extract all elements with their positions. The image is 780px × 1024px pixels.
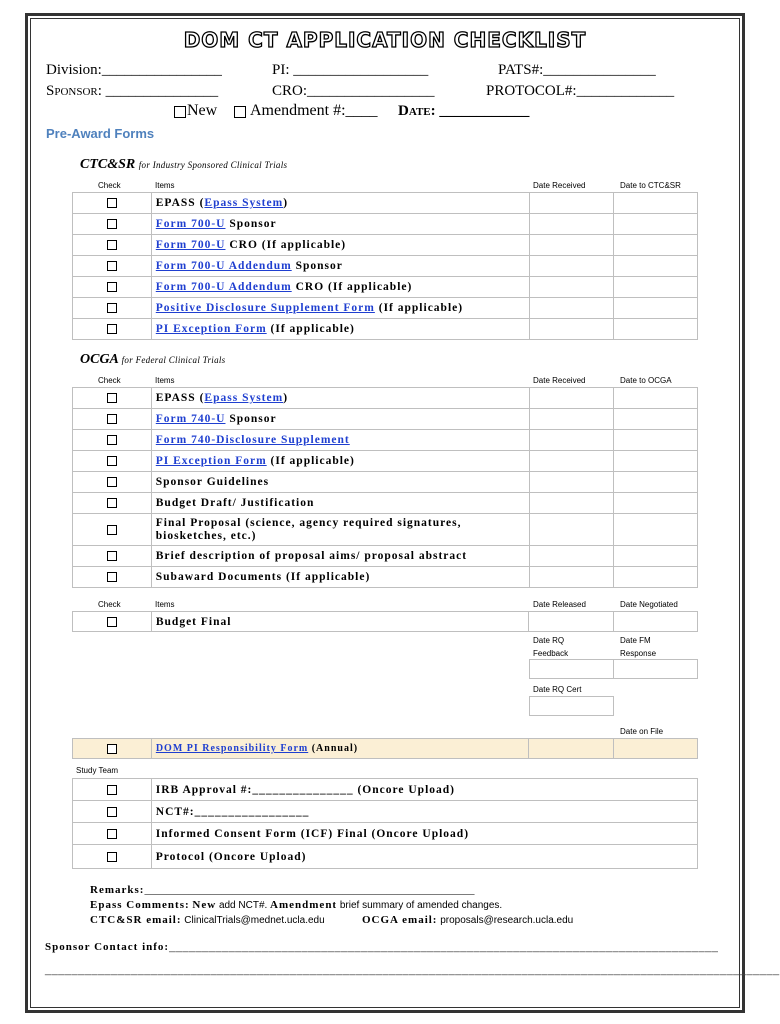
sponsor-contact-line[interactable]: _______________________________________________________________________________________________________________ — [45, 964, 780, 976]
irb-approval-field[interactable]: IRB Approval #:_______________ (Oncore Upload) — [151, 779, 697, 801]
date-received-cell[interactable] — [529, 214, 614, 235]
date-fm-response-label: Date FM Response — [620, 636, 657, 658]
date-received-cell[interactable] — [529, 430, 614, 451]
item-label: Brief description of proposal aims/ proposal abstract — [151, 546, 529, 567]
date-rq-feedback-label: Date RQ Feedback — [533, 636, 569, 658]
date-to-cell[interactable] — [614, 256, 698, 277]
date-fm-response-cell[interactable] — [614, 660, 698, 679]
table-row: PI Exception Form (If applicable) — [73, 319, 698, 340]
new-label: New — [187, 102, 218, 119]
item-label: Subaward Documents (If applicable) — [151, 567, 529, 588]
amendment-field[interactable]: Amendment #:____ — [250, 102, 378, 119]
positive-disclosure-link[interactable]: Positive Disclosure Supplement Form — [155, 302, 375, 314]
date-field[interactable]: Date: ____________ — [398, 103, 530, 119]
table-row — [73, 801, 698, 823]
date-to-cell[interactable] — [614, 409, 698, 430]
table-row — [73, 845, 698, 869]
item-checkbox[interactable] — [107, 240, 117, 250]
item-label: Informed Consent Form (ICF) Final (Oncore Upload) — [151, 823, 697, 845]
date-to-cell[interactable] — [614, 472, 698, 493]
pre-award-forms-heading: Pre-Award Forms — [46, 126, 155, 141]
date-to-cell[interactable] — [614, 319, 698, 340]
date-to-cell[interactable] — [614, 277, 698, 298]
table-row — [73, 546, 698, 567]
date-received-cell[interactable] — [529, 546, 614, 567]
budget-table — [72, 611, 698, 632]
item-checkbox[interactable] — [107, 261, 117, 271]
date-released-cell[interactable] — [529, 612, 614, 632]
table-row — [73, 472, 698, 493]
date-to-cell[interactable] — [614, 451, 698, 472]
item-label: Protocol (Oncore Upload) — [151, 845, 697, 869]
table-row: Form 700-U Addendum Sponsor — [73, 256, 698, 277]
date-received-cell[interactable] — [529, 514, 614, 546]
rq-cert-table — [529, 696, 614, 716]
pi-exception-form-link[interactable]: PI Exception Form — [155, 323, 267, 335]
item-checkbox[interactable] — [107, 477, 117, 487]
item-checkbox[interactable] — [107, 282, 117, 292]
item-checkbox[interactable] — [107, 393, 117, 403]
ctcsr-heading: CTC&SR for Industry Sponsored Clinical Trials — [80, 157, 288, 172]
protocol-field[interactable]: PROTOCOL#:_____________ — [486, 83, 675, 99]
ctcsr-col-to: Date to CTC&SR — [620, 181, 681, 190]
budget-final-label: Budget Final — [151, 612, 528, 632]
budget-col-negotiated: Date Negotiated — [620, 600, 678, 609]
date-to-cell[interactable] — [614, 514, 698, 546]
table-row — [73, 779, 698, 801]
table-row — [73, 612, 698, 632]
ocga-heading: OCGA for Federal Clinical Trials — [80, 352, 226, 367]
date-to-cell[interactable] — [614, 493, 698, 514]
item-label: Budget Draft/ Justification — [151, 493, 529, 514]
date-to-cell[interactable] — [614, 298, 698, 319]
item-checkbox[interactable] — [107, 551, 117, 561]
item-checkbox[interactable] — [107, 617, 117, 627]
form-700u-addendum-link[interactable]: Form 700-U Addendum — [155, 260, 292, 272]
budget-col-check: Check — [98, 600, 121, 609]
page-title: DOM CT APPLICATION CHECKLIST — [183, 28, 587, 52]
date-received-cell[interactable] — [529, 388, 614, 409]
date-received-cell[interactable] — [529, 451, 614, 472]
date-received-cell[interactable] — [529, 409, 614, 430]
ocga-table — [72, 387, 698, 588]
item-checkbox[interactable] — [107, 744, 117, 754]
date-on-file-cell[interactable] — [614, 739, 698, 759]
date-to-cell[interactable] — [614, 214, 698, 235]
cro-field[interactable]: CRO:_________________ — [272, 83, 435, 99]
item-checkbox[interactable] — [107, 572, 117, 582]
budget-col-items: Items — [155, 600, 175, 609]
dom-pi-responsibility-link[interactable]: DOM PI Responsibility Form — [155, 743, 309, 754]
table-row: DOM PI Responsibility Form (Annual) — [73, 739, 698, 759]
table-row — [73, 430, 698, 451]
table-row: EPASS (Epass System) — [73, 388, 698, 409]
budget-col-released: Date Released — [533, 600, 586, 609]
date-received-cell[interactable] — [529, 493, 614, 514]
date-to-cell[interactable] — [614, 193, 698, 214]
item-checkbox[interactable] — [107, 785, 117, 795]
item-checkbox[interactable] — [107, 456, 117, 466]
nct-field[interactable]: NCT#:_________________ — [151, 801, 697, 823]
date-to-cell[interactable] — [614, 388, 698, 409]
item-checkbox[interactable] — [107, 435, 117, 445]
ocga-col-received: Date Received — [533, 376, 586, 385]
ctcsr-email: CTC&SR email: ClinicalTrials@mednet.ucla.edu — [90, 914, 325, 926]
item-checkbox[interactable] — [107, 807, 117, 817]
date-rq-feedback-cell[interactable] — [530, 660, 614, 679]
table-row — [73, 567, 698, 588]
date-rq-cert-label: Date RQ Cert — [533, 685, 582, 694]
ctcsr-col-items: Items — [155, 181, 175, 190]
rq-feedback-table — [529, 659, 698, 679]
pats-field[interactable]: PATS#:_______________ — [498, 62, 656, 78]
ocga-email: OCGA email: proposals@research.ucla.edu — [362, 914, 574, 926]
amendment-checkbox[interactable] — [234, 106, 246, 118]
date-rq-cert-cell[interactable] — [530, 697, 614, 716]
item-checkbox[interactable] — [107, 525, 117, 535]
date-received-cell[interactable] — [529, 193, 614, 214]
date-to-cell[interactable] — [614, 546, 698, 567]
ctcsr-table — [72, 192, 698, 340]
ocga-col-items: Items — [155, 376, 175, 385]
table-row: EPASS (Epass System) — [73, 193, 698, 214]
table-row: Positive Disclosure Supplement Form (If applicable) — [73, 298, 698, 319]
date-received-cell[interactable] — [529, 235, 614, 256]
epass-system-link[interactable]: Epass System — [204, 392, 284, 404]
remarks-field[interactable]: Remarks:____________________________________________________________ — [90, 884, 475, 896]
date-negotiated-cell[interactable] — [614, 612, 698, 632]
form-740-disclosure-link[interactable]: Form 740-Disclosure Supplement — [155, 434, 350, 446]
new-checkbox[interactable] — [174, 106, 186, 118]
item-checkbox[interactable] — [107, 498, 117, 508]
division-field[interactable]: Division:________________ — [46, 62, 222, 78]
date-received-cell[interactable] — [529, 472, 614, 493]
ocga-col-check: Check — [98, 376, 121, 385]
item-label: Sponsor Guidelines — [151, 472, 529, 493]
date-received-cell[interactable] — [529, 567, 614, 588]
table-row: Form 700-U CRO (If applicable) — [73, 235, 698, 256]
date-received-cell[interactable] — [529, 319, 614, 340]
dom-pi-table — [72, 738, 698, 759]
form-700u-link[interactable]: Form 700-U — [155, 218, 226, 230]
study-team-table — [72, 778, 698, 869]
form-700u-link[interactable]: Form 700-U — [155, 239, 226, 251]
form-740u-link[interactable]: Form 740-U — [155, 413, 226, 425]
sponsor-contact-field[interactable]: Sponsor Contact info:___________________________________________________________________________________ — [45, 941, 719, 953]
date-to-cell[interactable] — [614, 567, 698, 588]
table-row — [73, 823, 698, 845]
date-on-file-label: Date on File — [620, 727, 664, 736]
study-team-label: Study Team — [76, 766, 119, 775]
item-checkbox[interactable] — [107, 324, 117, 334]
item-checkbox[interactable] — [107, 829, 117, 839]
empty-cell — [529, 739, 614, 759]
item-checkbox[interactable] — [107, 219, 117, 229]
date-to-cell[interactable] — [614, 430, 698, 451]
epass-system-link[interactable]: Epass System — [204, 197, 284, 209]
item-checkbox[interactable] — [107, 303, 117, 313]
date-received-cell[interactable] — [529, 256, 614, 277]
form-700u-addendum-link[interactable]: Form 700-U Addendum — [155, 281, 292, 293]
ctcsr-col-check: Check — [98, 181, 121, 190]
table-row: PI Exception Form (If applicable) — [73, 451, 698, 472]
sponsor-field[interactable]: Sponsor: _______________ — [46, 83, 219, 99]
ctcsr-col-received: Date Received — [533, 181, 586, 190]
date-received-cell[interactable] — [529, 298, 614, 319]
date-to-cell[interactable] — [614, 235, 698, 256]
table-row: Form 740-U Sponsor — [73, 409, 698, 430]
pi-field[interactable]: PI: __________________ — [272, 62, 429, 78]
table-row: Form 700-U Addendum CRO (If applicable) — [73, 277, 698, 298]
item-label: Final Proposal (science, agency required signatures, biosketches, etc.) — [151, 514, 529, 546]
pi-exception-form-link[interactable]: PI Exception Form — [155, 455, 267, 467]
table-row — [73, 514, 698, 546]
table-row — [73, 493, 698, 514]
item-checkbox[interactable] — [107, 852, 117, 862]
item-checkbox[interactable] — [107, 198, 117, 208]
date-received-cell[interactable] — [529, 277, 614, 298]
ocga-col-to: Date to OCGA — [620, 376, 672, 385]
table-row: Form 700-U Sponsor — [73, 214, 698, 235]
item-checkbox[interactable] — [107, 414, 117, 424]
epass-comments: Epass Comments: New add NCT#. Amendment brief summary of amended changes. — [90, 899, 503, 911]
